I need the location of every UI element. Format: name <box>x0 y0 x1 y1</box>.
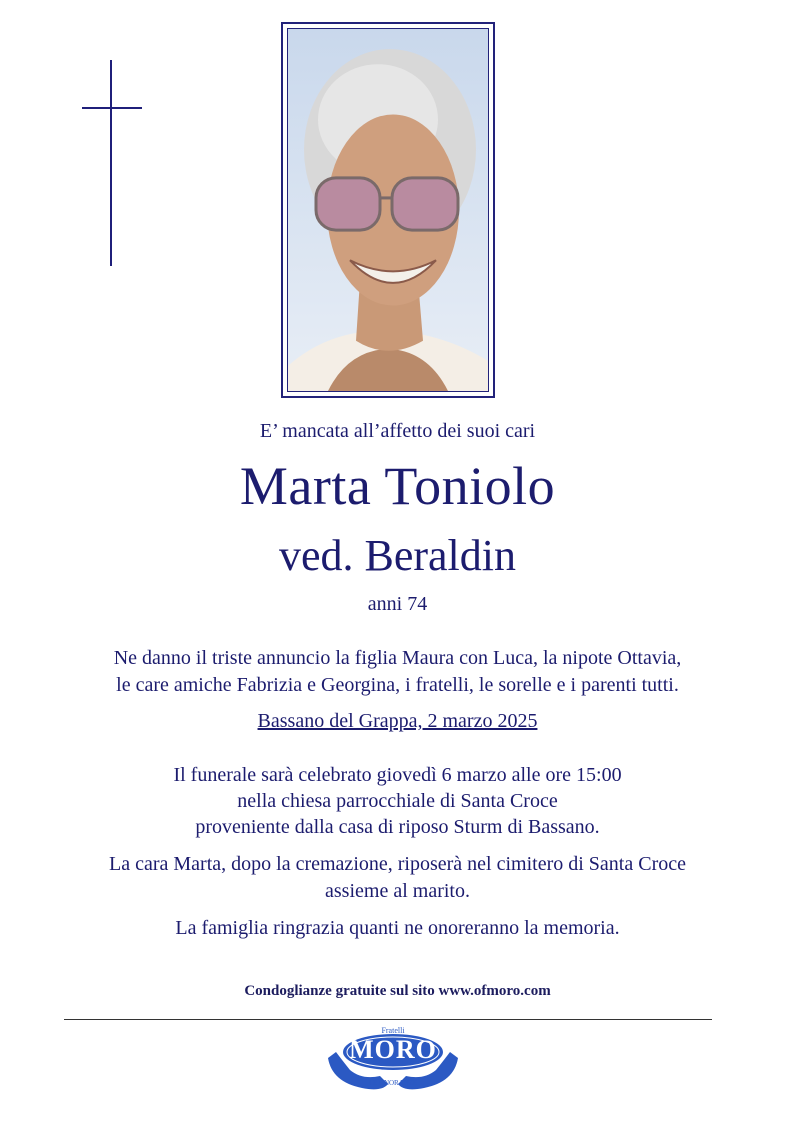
place-date-text: Bassano del Grappa, 2 marzo 2025 <box>257 710 538 732</box>
cremation-paragraph <box>0 851 795 905</box>
cremation-line: La cara Marta, dopo la cremazione, riposerà nel cimitero di Santa Croce <box>109 853 686 875</box>
funeral-line: proveniente dalla casa di riposo Sturm di Bassano. <box>195 816 600 838</box>
deceased-name: Marta Toniolo <box>239 456 556 516</box>
widow-of-name: ved. Beraldin <box>278 531 517 580</box>
divider-line <box>64 1019 712 1020</box>
moro-logo <box>322 1022 464 1102</box>
logo-fratelli-text: Fratelli <box>381 1026 405 1035</box>
cross-icon <box>82 60 142 266</box>
portrait-photo-frame <box>281 22 495 398</box>
thanks-text: La famiglia ringrazia quanti ne onoreranno la memoria. <box>175 917 620 939</box>
place-date <box>0 710 795 733</box>
cremation-line: assieme al marito. <box>325 880 470 902</box>
funeral-paragraph <box>0 762 795 840</box>
intro-text: E’ mancata all’affetto dei suoi cari <box>259 420 536 442</box>
funeral-line: nella chiesa parrocchiale di Santa Croce <box>237 790 558 812</box>
announcement-line: Ne danno il triste annuncio la figlia Maura con Luca, la nipote Ottavia, <box>113 647 682 669</box>
portrait-photo <box>287 28 489 392</box>
age-text: anni 74 <box>367 593 428 615</box>
announcement-paragraph <box>0 645 795 699</box>
funeral-line: Il funerale sarà celebrato giovedì 6 marzo alle ore 15:00 <box>173 764 622 786</box>
announcement-line: le care amiche Fabrizia e Georgina, i fratelli, le sorelle e i parenti tutti. <box>116 674 679 696</box>
logo-onoranze-text: LE ONORANZE <box>368 1079 418 1087</box>
logo-moro-text: MORO <box>349 1035 437 1064</box>
condolences-text: Condoglianze gratuite sul sito www.ofmoro.com <box>244 983 551 999</box>
